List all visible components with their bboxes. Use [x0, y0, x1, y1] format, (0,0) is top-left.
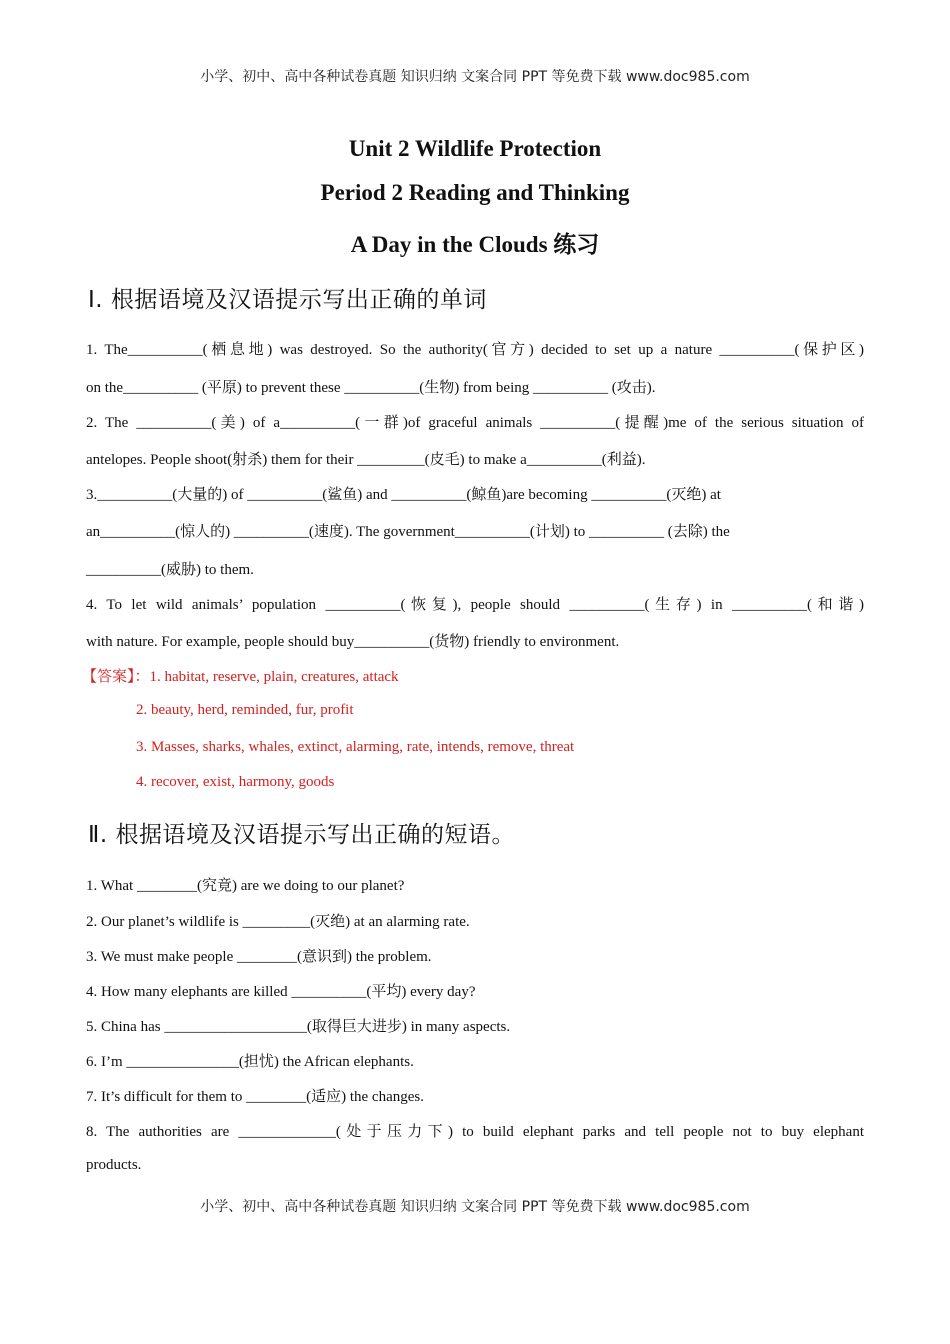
exercise-line: 1. The__________(栖息地) was destroyed. So the authority(官方) decided to set up a nature __________(保护区) — [86, 342, 864, 358]
exercise-line: __________(威胁) to them. — [86, 562, 254, 578]
answer-line: 3. Masses, sharks, whales, extinct, alarming, rate, intends, remove, threat — [136, 739, 575, 755]
answer-block — [82, 665, 860, 686]
exercise-line: 5. China has ___________________(取得巨大进步) in many aspects. — [86, 1019, 511, 1035]
answer-line: 1. habitat, reserve, plain, creatures, attack — [149, 669, 399, 685]
section-2-heading: Ⅱ. 根据语境及汉语提示写出正确的短语。 — [88, 822, 515, 848]
exercise-line: 4. How many elephants are killed __________(平均) every day? — [86, 984, 476, 1000]
exercise-line: 6. I’m _______________(担忧) the African elephants. — [86, 1054, 414, 1070]
page-header: 小学、初中、高中各种试卷真题 知识归纳 文案合同 PPT 等免费下载 www.doc985.com — [200, 69, 750, 85]
exercise-line: with nature. For example, people should buy__________(货物) friendly to environment. — [86, 634, 620, 650]
period-title: Period 2 Reading and Thinking — [320, 180, 630, 205]
exercise-line: on the__________ (平原) to prevent these __________(生物) from being __________ (攻击). — [86, 380, 656, 396]
exercise-line: 2. The __________(美) of a__________(一群)of graceful animals __________(提醒)me of the serious situation of — [86, 415, 864, 431]
lesson-title: A Day in the Clouds 练习 — [350, 232, 600, 257]
unit-title: Unit 2 Wildlife Protection — [348, 136, 602, 161]
answer-line: 4. recover, exist, harmony, goods — [136, 774, 335, 790]
exercise-line: 7. It’s difficult for them to ________(适应) the changes. — [86, 1089, 424, 1105]
exercise-line: antelopes. People shoot(射杀) them for their _________(皮毛) to make a__________(利益). — [86, 452, 646, 468]
answer-line: 2. beauty, herd, reminded, fur, profit — [136, 702, 354, 718]
exercise-line: 4. To let wild animals’ population __________(恢复), people should __________(生存) in __________(和谐) — [86, 597, 864, 613]
exercise-line: 1. What ________(究竟) are we doing to our planet? — [86, 878, 405, 894]
section-1-heading: Ⅰ. 根据语境及汉语提示写出正确的单词 — [88, 287, 487, 313]
answer-label: 【答案】： — [82, 669, 150, 685]
exercise-line: an__________(惊人的) __________(速度). The government__________(计划) to __________ (去除) the — [86, 524, 730, 540]
exercise-line: 2. Our planet’s wildlife is _________(灭绝) at an alarming rate. — [86, 914, 470, 930]
exercise-line: 8. The authorities are _____________(处于压力下) to build elephant parks and tell people not to buy elephant — [86, 1124, 864, 1140]
exercise-line: 3.__________(大量的) of __________(鲨鱼) and __________(鲸鱼)are becoming __________(灭绝) at — [86, 487, 721, 503]
exercise-line: products. — [86, 1157, 142, 1173]
exercise-line: 3. We must make people ________(意识到) the problem. — [86, 949, 432, 965]
page-footer: 小学、初中、高中各种试卷真题 知识归纳 文案合同 PPT 等免费下载 www.doc985.com — [200, 1199, 750, 1215]
